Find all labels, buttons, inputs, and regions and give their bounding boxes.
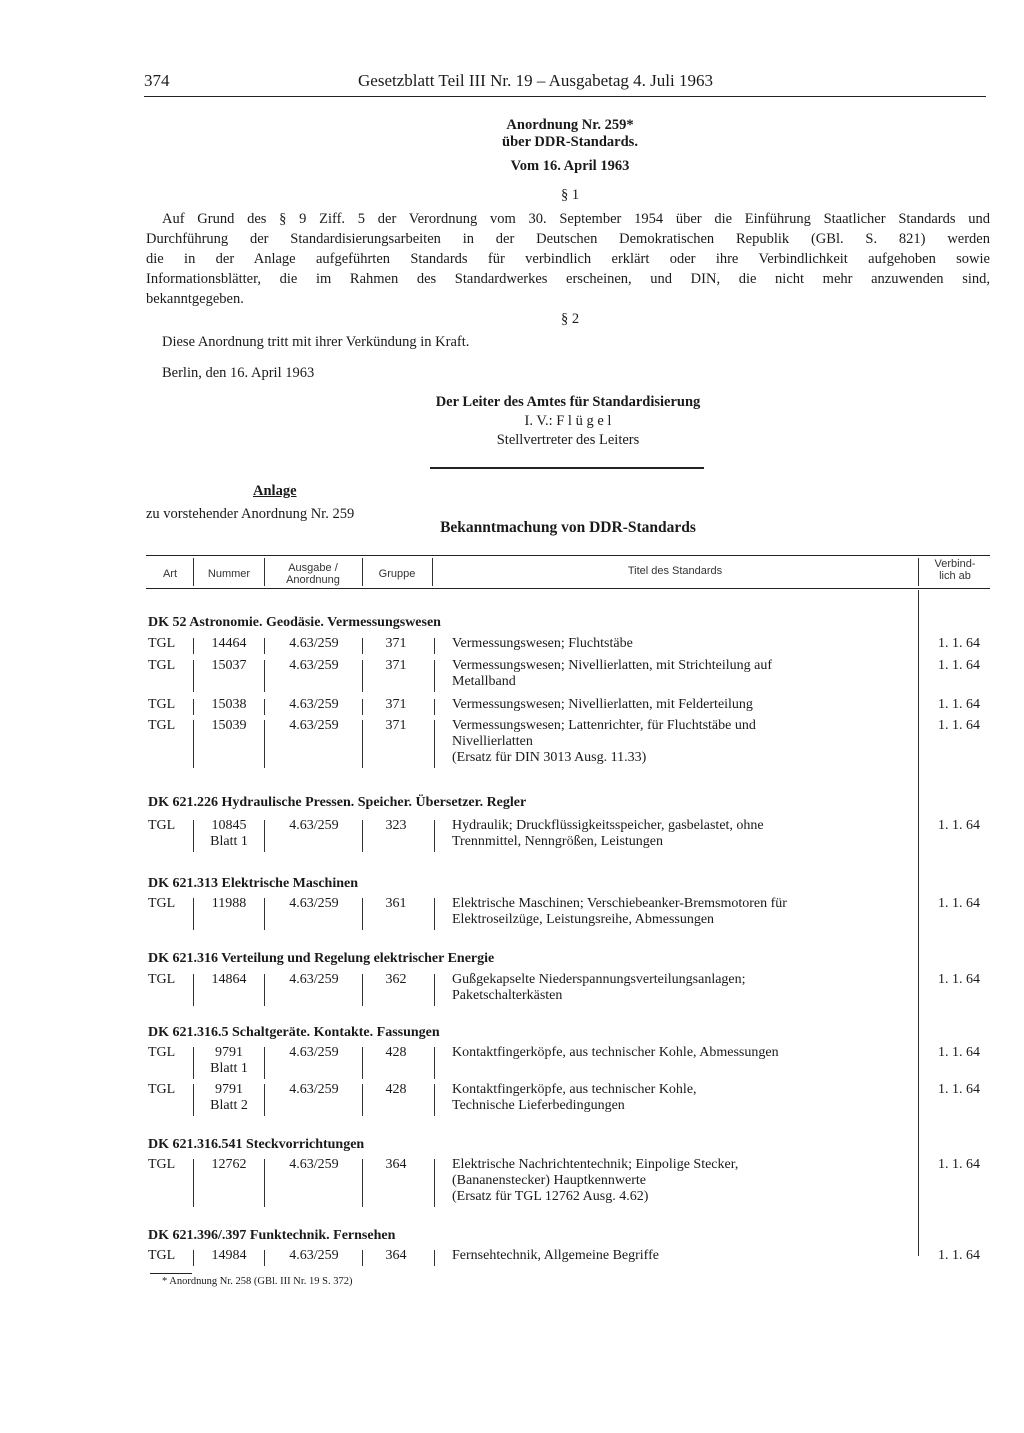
row-ausgabe: 4.63/259 bbox=[289, 1248, 339, 1263]
row-titel: (Ersatz für DIN 3013 Ausg. 11.33) bbox=[452, 750, 647, 765]
paragraph-2: Diese Anordnung tritt mit ihrer Verkündung in Kraft. bbox=[162, 334, 470, 350]
annex-subtitle: zu vorstehender Anordnung Nr. 259 bbox=[146, 506, 355, 522]
column-divider bbox=[434, 660, 435, 692]
column-divider bbox=[264, 1159, 265, 1207]
column-divider bbox=[264, 974, 265, 1006]
column-divider bbox=[193, 1159, 194, 1207]
row-gruppe: 428 bbox=[385, 1045, 407, 1060]
row-verbindlich: 1. 1. 64 bbox=[938, 658, 980, 673]
row-titel: Nivellierlatten bbox=[452, 734, 533, 749]
row-ausgabe: 4.63/259 bbox=[289, 658, 339, 673]
column-divider bbox=[264, 720, 265, 768]
column-divider bbox=[362, 638, 363, 654]
row-ausgabe: 4.63/259 bbox=[289, 1082, 339, 1097]
row-verbindlich: 1. 1. 64 bbox=[938, 1082, 980, 1097]
col-header-ausgabe: Ausgabe / bbox=[288, 562, 338, 574]
row-verbindlich: 1. 1. 64 bbox=[938, 1045, 980, 1060]
page-header-title: Gesetzblatt Teil III Nr. 19 – Ausgabetag 4. Juli 1963 bbox=[358, 71, 713, 90]
column-divider bbox=[193, 898, 194, 930]
row-gruppe: 371 bbox=[385, 718, 407, 733]
row-verbindlich: 1. 1. 64 bbox=[938, 1248, 980, 1263]
section-heading: DK 621.226 Hydraulische Pressen. Speicher. Übersetzer. Regler bbox=[148, 795, 527, 810]
column-divider bbox=[434, 699, 435, 715]
section-heading: DK 621.313 Elektrische Maschinen bbox=[148, 876, 358, 891]
row-verbindlich: 1. 1. 64 bbox=[938, 1157, 980, 1172]
row-art: TGL bbox=[148, 972, 176, 987]
column-divider bbox=[434, 820, 435, 852]
signature-title: Der Leiter des Amtes für Standardisierung bbox=[435, 394, 701, 410]
section-heading: DK 52 Astronomie. Geodäsie. Vermessungswesen bbox=[148, 615, 441, 630]
row-verbindlich: 1. 1. 64 bbox=[938, 896, 980, 911]
row-verbindlich: 1. 1. 64 bbox=[938, 818, 980, 833]
row-gruppe: 371 bbox=[385, 697, 407, 712]
row-ausgabe: 4.63/259 bbox=[289, 896, 339, 911]
column-divider bbox=[434, 898, 435, 930]
header-rule bbox=[144, 96, 986, 97]
section-heading: DK 621.396/.397 Funktechnik. Fernsehen bbox=[148, 1228, 396, 1243]
row-verbindlich: 1. 1. 64 bbox=[938, 972, 980, 987]
row-ausgabe: 4.63/259 bbox=[289, 972, 339, 987]
paragraph-2-mark: § 2 bbox=[560, 311, 580, 327]
row-verbindlich: 1. 1. 64 bbox=[938, 718, 980, 733]
column-divider bbox=[193, 974, 194, 1006]
paragraph-1-line: Durchführung der Standardisierungsarbeiten in der Deutschen Demokratischen Republik (GBl. S. 821) werden bbox=[146, 231, 990, 247]
row-gruppe: 371 bbox=[385, 636, 407, 651]
row-art: TGL bbox=[148, 636, 176, 651]
row-titel: (Bananenstecker) Hauptkennwerte bbox=[452, 1173, 646, 1188]
section-heading: DK 621.316.5 Schaltgeräte. Kontakte. Fassungen bbox=[148, 1025, 440, 1040]
column-divider bbox=[193, 1047, 194, 1079]
row-ausgabe: 4.63/259 bbox=[289, 718, 339, 733]
column-divider bbox=[362, 898, 363, 930]
col-header-lich-ab: lich ab bbox=[939, 570, 971, 582]
column-divider bbox=[362, 720, 363, 768]
row-nummer: 9791 bbox=[215, 1082, 243, 1097]
paragraph-1-line: bekanntgegeben. bbox=[146, 291, 244, 307]
row-nummer: 12762 bbox=[211, 1157, 247, 1172]
column-divider bbox=[362, 974, 363, 1006]
row-art: TGL bbox=[148, 697, 176, 712]
row-art: TGL bbox=[148, 1157, 176, 1172]
row-nummer: 10845 bbox=[211, 818, 247, 833]
paragraph-1-line: Auf Grund des § 9 Ziff. 5 der Verordnung vom 30. September 1954 über die Einführung Staatlicher Standards und bbox=[162, 211, 990, 227]
row-titel: Technische Lieferbedingungen bbox=[452, 1098, 625, 1113]
column-divider bbox=[193, 820, 194, 852]
section-heading: DK 621.316.541 Steckvorrichtungen bbox=[148, 1137, 365, 1152]
row-ausgabe: 4.63/259 bbox=[289, 636, 339, 651]
row-verbindlich: 1. 1. 64 bbox=[938, 697, 980, 712]
column-divider bbox=[264, 1084, 265, 1116]
order-title: Anordnung Nr. 259* bbox=[506, 117, 634, 133]
section-heading: DK 621.316 Verteilung und Regelung elektrischer Energie bbox=[148, 951, 495, 966]
column-divider bbox=[193, 720, 194, 768]
row-ausgabe: 4.63/259 bbox=[289, 697, 339, 712]
col-header-nummer: Nummer bbox=[207, 568, 251, 580]
footnote-rule bbox=[150, 1273, 192, 1274]
col-header-anordnung: Anordnung bbox=[286, 574, 340, 586]
order-date: Vom 16. April 1963 bbox=[510, 158, 630, 174]
annex-label: Anlage bbox=[253, 483, 297, 499]
column-divider bbox=[193, 1250, 194, 1266]
header-divider bbox=[264, 558, 265, 586]
row-gruppe: 364 bbox=[385, 1248, 407, 1263]
row-art: TGL bbox=[148, 896, 176, 911]
row-titel: Trennmittel, Nenngrößen, Leistungen bbox=[452, 834, 664, 849]
annex-heading: Bekanntmachung von DDR-Standards bbox=[440, 519, 696, 536]
row-titel: Kontaktfingerköpfe, aus technischer Kohle, Abmessungen bbox=[452, 1045, 779, 1060]
row-art: TGL bbox=[148, 1082, 176, 1097]
row-titel: Elektrische Nachrichtentechnik; Einpolige Stecker, bbox=[452, 1157, 739, 1172]
column-divider bbox=[264, 1047, 265, 1079]
column-divider bbox=[434, 1159, 435, 1207]
column-divider bbox=[264, 1250, 265, 1266]
column-divider bbox=[362, 699, 363, 715]
row-nummer: 15038 bbox=[211, 697, 247, 712]
row-gruppe: 371 bbox=[385, 658, 407, 673]
row-nummer: Blatt 1 bbox=[210, 1061, 248, 1076]
header-divider bbox=[432, 558, 433, 586]
row-nummer: 9791 bbox=[215, 1045, 243, 1060]
row-gruppe: 361 bbox=[385, 896, 407, 911]
column-divider bbox=[362, 660, 363, 692]
column-divider bbox=[193, 1084, 194, 1116]
row-titel: Elektroseilzüge, Leistungsreihe, Abmessungen bbox=[452, 912, 715, 927]
row-titel: Paketschalterkästen bbox=[452, 988, 563, 1003]
row-nummer: 14464 bbox=[211, 636, 247, 651]
column-divider bbox=[434, 720, 435, 768]
col-header-gruppe: Gruppe bbox=[378, 568, 416, 580]
row-art: TGL bbox=[148, 1045, 176, 1060]
signature-role: Stellvertreter des Leiters bbox=[496, 432, 640, 448]
row-titel: Vermessungswesen; Nivellierlatten, mit Felderteilung bbox=[452, 697, 753, 712]
row-gruppe: 364 bbox=[385, 1157, 407, 1172]
column-divider bbox=[362, 820, 363, 852]
header-divider bbox=[193, 558, 194, 586]
row-art: TGL bbox=[148, 718, 176, 733]
row-ausgabe: 4.63/259 bbox=[289, 1045, 339, 1060]
table-top-rule bbox=[146, 555, 990, 556]
row-titel: Vermessungswesen; Nivellierlatten, mit Strichteilung auf bbox=[452, 658, 772, 673]
row-ausgabe: 4.63/259 bbox=[289, 1157, 339, 1172]
col-header-art: Art bbox=[162, 568, 178, 580]
row-titel: (Ersatz für TGL 12762 Ausg. 4.62) bbox=[452, 1189, 649, 1204]
column-divider bbox=[918, 590, 919, 1256]
row-titel: Metallband bbox=[452, 674, 516, 689]
footnote: * Anordnung Nr. 258 (GBl. III Nr. 19 S. 372) bbox=[162, 1276, 353, 1287]
row-verbindlich: 1. 1. 64 bbox=[938, 636, 980, 651]
header-divider bbox=[362, 558, 363, 586]
paragraph-1-line: Informationsblätter, die im Rahmen des Standardwerkes erscheinen, und DIN, die nicht mehr anzuwenden sind, bbox=[146, 271, 990, 287]
paragraph-1-mark: § 1 bbox=[560, 187, 580, 203]
column-divider bbox=[193, 638, 194, 654]
row-titel: Hydraulik; Druckflüssigkeitsspeicher, gasbelastet, ohne bbox=[452, 818, 764, 833]
order-subtitle: über DDR-Standards. bbox=[502, 134, 638, 150]
col-header-titel: Titel des Standards bbox=[627, 565, 723, 577]
row-gruppe: 362 bbox=[385, 972, 407, 987]
row-nummer: 11988 bbox=[211, 896, 247, 911]
column-divider bbox=[264, 660, 265, 692]
column-divider bbox=[362, 1159, 363, 1207]
row-ausgabe: 4.63/259 bbox=[289, 818, 339, 833]
row-art: TGL bbox=[148, 658, 176, 673]
row-titel: Kontaktfingerköpfe, aus technischer Kohle, bbox=[452, 1082, 697, 1097]
row-titel: Elektrische Maschinen; Verschiebeanker-Bremsmotoren für bbox=[452, 896, 787, 911]
row-nummer: 15039 bbox=[211, 718, 247, 733]
column-divider bbox=[362, 1047, 363, 1079]
row-titel: Fernsehtechnik, Allgemeine Begriffe bbox=[452, 1248, 659, 1263]
page-number: 374 bbox=[144, 71, 170, 90]
column-divider bbox=[434, 1250, 435, 1266]
row-titel: Gußgekapselte Niederspannungsverteilungsanlagen; bbox=[452, 972, 746, 987]
signature-name: I. V.: F l ü g e l bbox=[524, 413, 612, 429]
row-nummer: 14864 bbox=[211, 972, 247, 987]
row-gruppe: 428 bbox=[385, 1082, 407, 1097]
row-titel: Vermessungswesen; Lattenrichter, für Fluchtstäbe und bbox=[452, 718, 756, 733]
col-header-verbindlich: Verbind- bbox=[934, 558, 976, 570]
row-titel: Vermessungswesen; Fluchtstäbe bbox=[452, 636, 633, 651]
paragraph-1 bbox=[146, 209, 990, 309]
row-art: TGL bbox=[148, 818, 176, 833]
column-divider bbox=[434, 1084, 435, 1116]
column-divider bbox=[264, 638, 265, 654]
column-divider bbox=[434, 1047, 435, 1079]
table-header-rule bbox=[146, 588, 990, 589]
column-divider bbox=[434, 974, 435, 1006]
column-divider bbox=[362, 1084, 363, 1116]
row-nummer: 15037 bbox=[211, 658, 247, 673]
paragraph-1-line: die in der Anlage aufgeführten Standards für verbindlich erklärt oder ihre Verbindlichkeit aufgehoben sowie bbox=[146, 251, 990, 267]
column-divider bbox=[264, 820, 265, 852]
column-divider bbox=[362, 1250, 363, 1266]
column-divider bbox=[434, 638, 435, 654]
place-date: Berlin, den 16. April 1963 bbox=[162, 365, 315, 381]
column-divider bbox=[264, 699, 265, 715]
column-divider bbox=[193, 699, 194, 715]
column-divider bbox=[193, 660, 194, 692]
row-nummer: Blatt 1 bbox=[210, 834, 248, 849]
column-divider bbox=[264, 898, 265, 930]
signature-rule bbox=[430, 467, 704, 469]
row-nummer: Blatt 2 bbox=[210, 1098, 248, 1113]
header-divider bbox=[918, 558, 919, 586]
row-nummer: 14984 bbox=[211, 1248, 247, 1263]
row-gruppe: 323 bbox=[385, 818, 407, 833]
row-art: TGL bbox=[148, 1248, 176, 1263]
